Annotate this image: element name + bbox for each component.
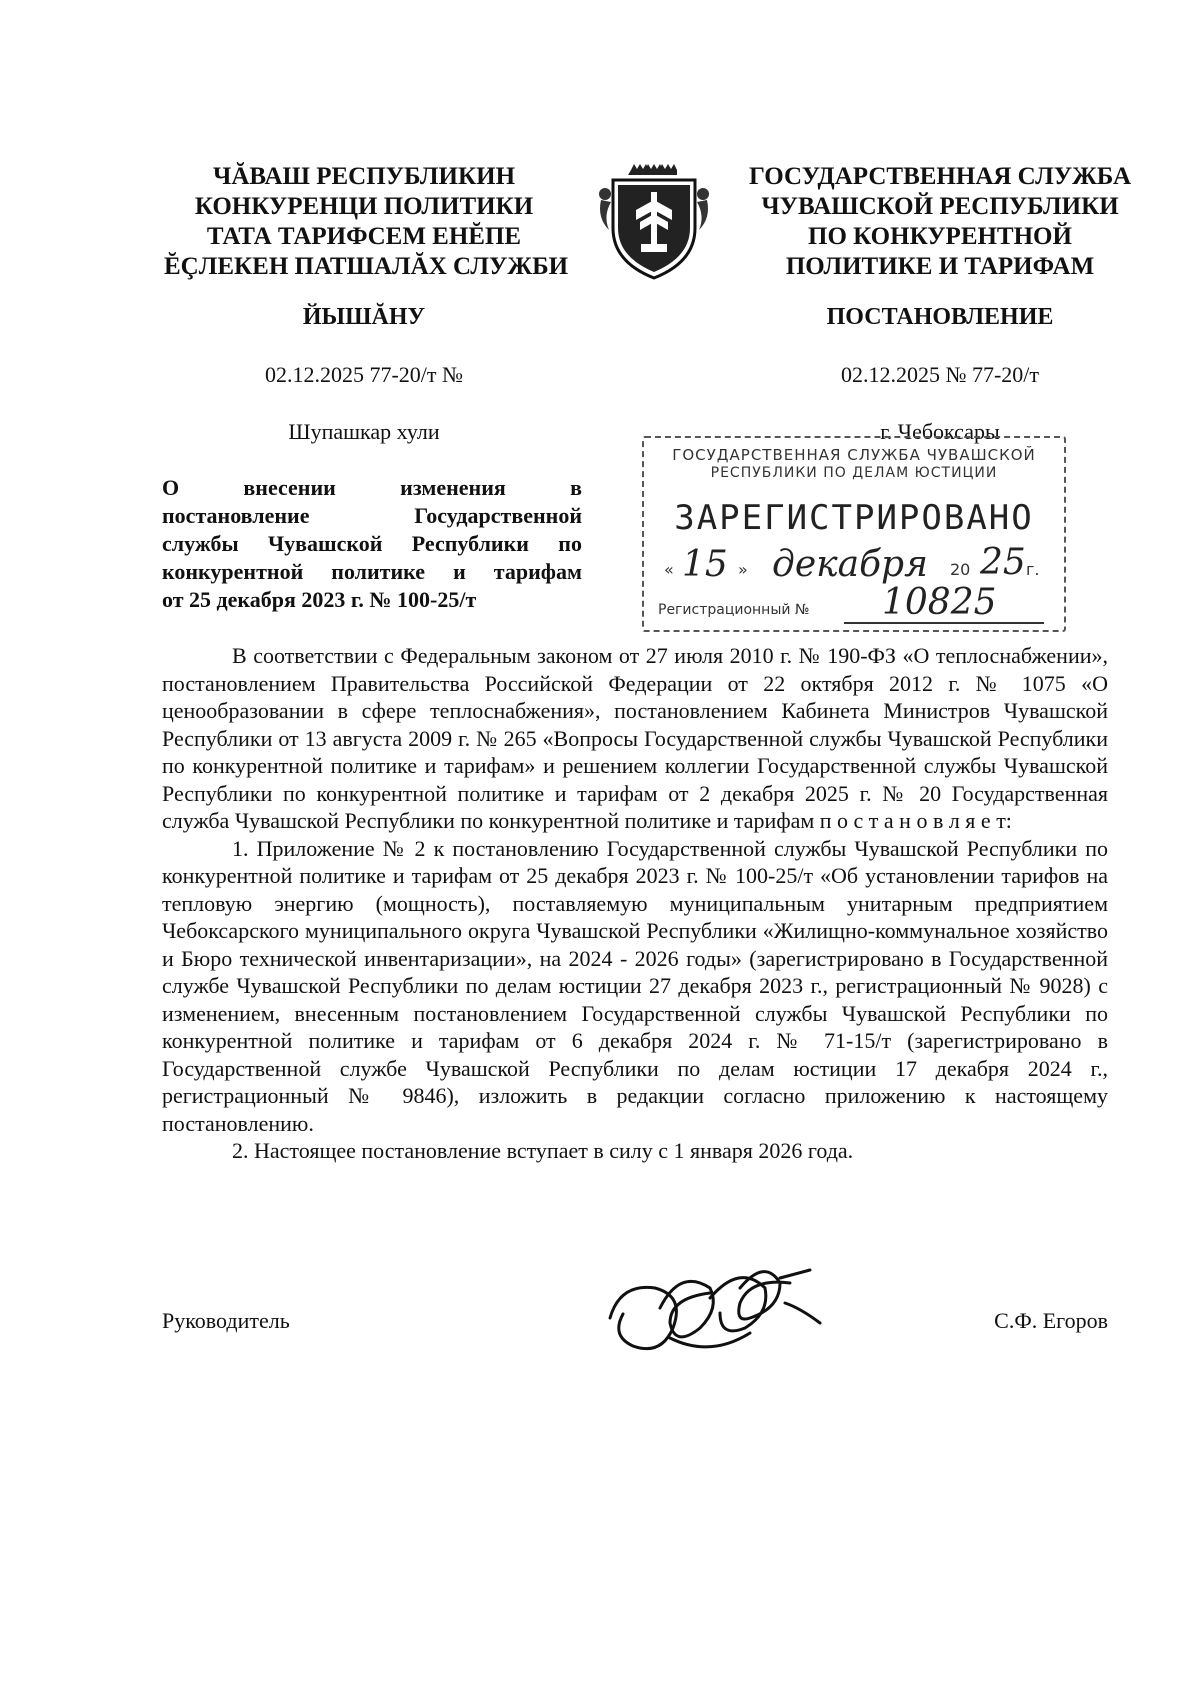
subject-line: [162, 530, 582, 558]
stamp-month: декабря: [772, 544, 928, 585]
stamp-year-unit: г.: [1026, 560, 1040, 579]
place-russian: г. Чебоксары: [880, 419, 1000, 444]
stamp-org-line1: ГОСУДАРСТВЕННАЯ СЛУЖБА ЧУВАШСКОЙ: [672, 446, 1036, 464]
subject-word: Государственной: [414, 503, 582, 528]
stamp-day: 15: [682, 544, 728, 585]
header-right-line: ПО КОНКУРЕНТНОЙ: [808, 223, 1072, 250]
stamp-quote-close: »: [738, 560, 748, 579]
subject-word: тарифам: [493, 559, 582, 584]
stamp-reg-label: Регистрационный №: [658, 602, 810, 618]
subject-word: конкурентной: [162, 559, 304, 584]
header-left-line: КОНКУРЕНЦИ ПОЛИТИКИ: [194, 193, 534, 220]
body-paragraph: 2. Настоящее постановление вступает в силу с 1 января 2026 года.: [232, 1138, 854, 1163]
stamp-reg-number: 10825: [882, 582, 997, 623]
subject-line: [162, 502, 582, 530]
handwritten-signature: [600, 1258, 830, 1368]
header-right-line: ЧУВАШСКОЙ РЕСПУБЛИКИ: [761, 193, 1119, 220]
subject-word: службы: [162, 531, 239, 556]
subject-line: [162, 558, 582, 586]
header-left-line: ĔÇЛЕКЕН ПАТШАЛĂХ СЛУЖБИ: [164, 253, 569, 280]
stamp-title: ЗАРЕГИСТРИРОВАНО: [674, 498, 1034, 538]
signatory-name: С.Ф. Егоров: [994, 1308, 1108, 1333]
header-left-org: [164, 162, 569, 282]
stamp-year-prefix: 20: [950, 560, 971, 579]
body-paragraph: 1. Приложение № 2 к постановлению Государственной службы Чувашской Республики по конкурентной политике и тарифам от 25 декабря 2023 г. № 100-25/т «Об установлении тарифов на тепловую энергию (мощность), поставляемую муниципальным унитарным предприятием Чебоксарского муниципального округа Чувашской Республики «Жилищно-коммунальное хозяйство и Бюро технической инвентаризации», на 2024 - 2026 годы» (зарегистрировано в Государственной службе Чувашской Республики по делам юстиции 27 декабря 2023 г., регистрационный № 9028) с изменением, внесенным постановлением Государственной службы Чувашской Республики по конкурентной политике и тарифам от 6 декабря 2024 г. № 71-15/т (зарегистрировано в Государственной службе Чувашской Республики по делам юстиции 17 декабря 2024 г., регистрационный № 9846), изложить в редакции согласно приложению к настоящему постановлению.: [162, 835, 1108, 1136]
place-chuvash: Шупашкар хули: [288, 419, 440, 444]
stamp-date: [664, 542, 1044, 586]
body-paragraph: В соответствии с Федеральным законом от 27 июля 2010 г. № 190-ФЗ «О теплоснабжении», постановлением Правительства Российской Федерации от 22 октября 2012 г. № 1075 «О ценообразовании в сфере теплоснабжения», постановлением Кабинета Министров Чувашской Республики от 13 августа 2009 г. № 265 «Вопросы Государственной службы Чувашской Республики по конкурентной политике и тарифам» и решением коллегии Государственной службы Чувашской Республики по конкурентной политике и тарифам от 2 декабря 2025 г. № 20 Государственная служба Чувашской Республики по конкурентной политике и тарифам п о с т а н о в л я е т:: [162, 643, 1108, 833]
stamp-org-line2: РЕСПУБЛИКИ ПО ДЕЛАМ ЮСТИЦИИ: [710, 465, 998, 481]
header-left-line: ТАТА ТАРИФСЕМ ЕНĔПЕ: [206, 223, 522, 250]
subject-line: от 25 декабря 2023 г. № 100-25/т: [162, 587, 477, 612]
subject-word: Чувашской: [268, 531, 383, 556]
header-right-org: [740, 162, 1140, 282]
document-subject: [162, 474, 582, 614]
subject-line: [162, 474, 582, 502]
stamp-year-suffix: 25: [980, 542, 1026, 583]
subject-word: в: [570, 475, 582, 500]
subject-word: внесении: [243, 475, 336, 500]
header-right-line: ПОЛИТИКЕ И ТАРИФАМ: [785, 253, 1095, 280]
doc-type-chuvash: ЙЫШĂНУ: [302, 304, 426, 330]
registration-stamp: [642, 436, 1066, 632]
doc-type-russian: ПОСТАНОВЛЕНИЕ: [826, 304, 1054, 330]
subject-word: изменения: [400, 475, 506, 500]
header-right-line: ГОСУДАРСТВЕННАЯ СЛУЖБА: [748, 163, 1132, 190]
subject-word: постановление: [162, 503, 310, 528]
document-body: [162, 642, 1108, 1165]
chuvash-emblem-icon: [593, 160, 715, 282]
doc-number-russian: 02.12.2025 № 77-20/т: [840, 362, 1040, 387]
stamp-quote-open: «: [664, 560, 674, 579]
subject-word: О: [162, 475, 180, 500]
subject-word: политике: [331, 559, 426, 584]
subject-word: по: [558, 531, 582, 556]
subject-word: Республики: [411, 531, 529, 556]
signatory-title: Руководитель: [162, 1308, 290, 1333]
header-left-line: ЧĂВАШ РЕСПУБЛИКИН: [212, 163, 516, 190]
doc-number-chuvash: 02.12.2025 77-20/т №: [264, 362, 464, 387]
subject-word: и: [453, 559, 466, 584]
